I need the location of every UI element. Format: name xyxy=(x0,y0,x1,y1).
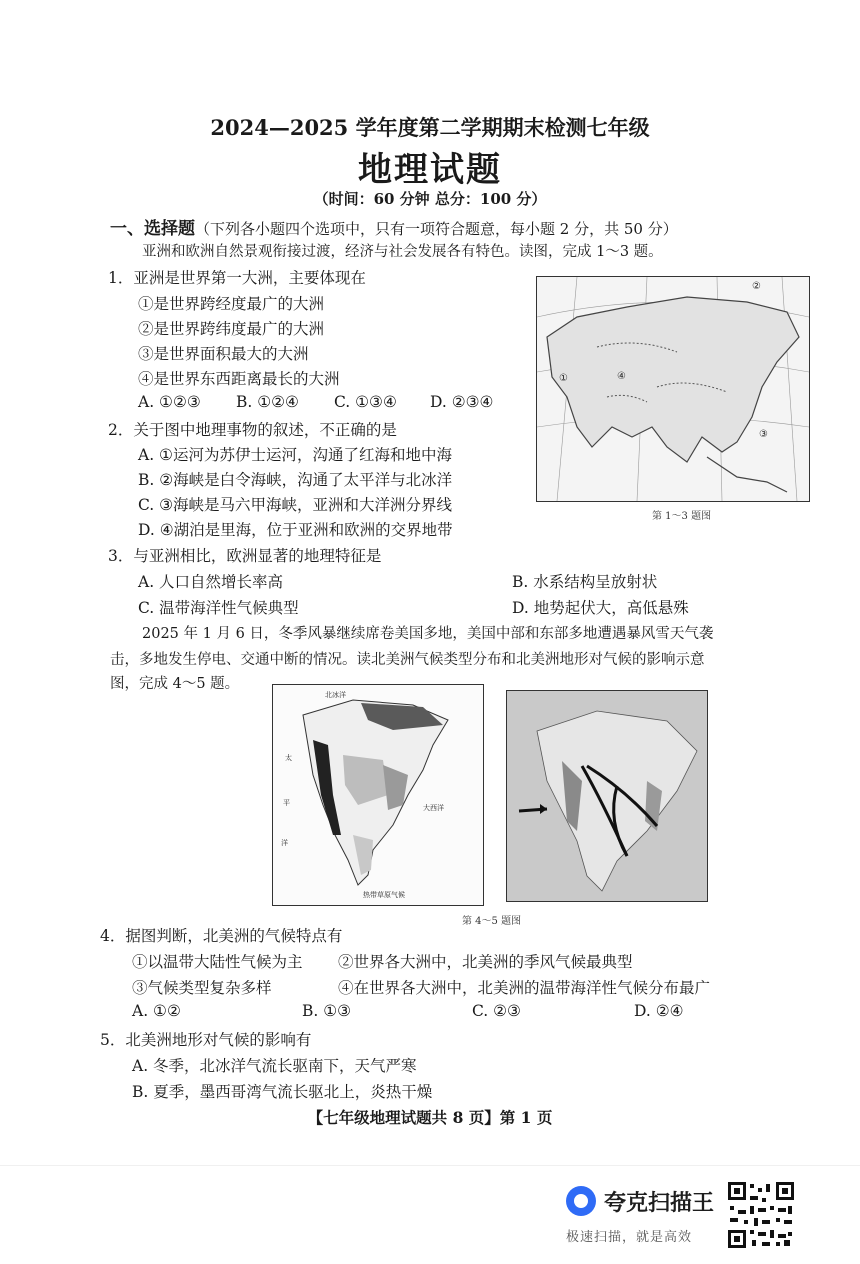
q1-item-4: ④是世界东西距离最长的大洲 xyxy=(138,370,340,388)
q5-stem: 5．北美洲地形对气候的影响有 xyxy=(100,1031,312,1049)
svg-text:热带草原气候: 热带草原气候 xyxy=(363,891,405,899)
q2-option-a: A. ①运河为苏伊士运河，沟通了红海和地中海 xyxy=(138,446,452,464)
q5-option-a: A. 冬季，北冰洋气流长驱南下，天气严寒 xyxy=(132,1057,417,1075)
q4-stem: 4．据图判断，北美洲的气候特点有 xyxy=(100,927,343,945)
asia-map xyxy=(536,276,810,502)
q4-option-a: A. ①② xyxy=(132,1002,181,1020)
q1-item-1: ①是世界跨经度最广的大洲 xyxy=(138,295,325,313)
q2-option-c: C. ③海峡是马六甲海峡，亚洲和大洋洲分界线 xyxy=(138,496,453,514)
scanner-slogan: 极速扫描，就是高效 xyxy=(566,1230,693,1245)
q1-option-b: B. ①②④ xyxy=(236,393,299,411)
svg-text:洋: 洋 xyxy=(281,839,288,847)
q4-item-2: ②世界各大洲中，北美洲的季风气候最典型 xyxy=(338,953,633,971)
svg-text:太: 太 xyxy=(285,754,292,762)
svg-text:平: 平 xyxy=(283,799,290,807)
q1-option-d: D. ②③④ xyxy=(430,393,494,411)
map1-caption: 第 1～3 题图 xyxy=(652,511,712,522)
q3-option-b: B. 水系结构呈放射状 xyxy=(512,573,658,591)
q4-item-1: ①以温带大陆性气候为主 xyxy=(132,953,303,971)
q4-item-4: ④在世界各大洲中，北美洲的温带海洋性气候分布最广 xyxy=(338,979,711,997)
q1-stem: 1．亚洲是世界第一大洲，主要体现在 xyxy=(108,269,366,287)
q1-option-c: C. ①③④ xyxy=(334,393,397,411)
north-america-climate-map xyxy=(272,684,484,906)
exam-title-line1: 2024—2025 学年度第二学期期末检测七年级 xyxy=(210,115,650,140)
q2-option-d: D. ④湖泊是里海，位于亚洲和欧洲的交界地带 xyxy=(138,521,453,539)
q1-item-3: ③是世界面积最大的大洲 xyxy=(138,345,309,363)
section-heading: 一、选择题 xyxy=(110,219,195,239)
svg-text:大西洋: 大西洋 xyxy=(423,804,444,812)
section-instruction: （下列各小题四个选项中，只有一项符合题意，每小题 2 分，共 50 分） xyxy=(195,220,678,238)
svg-text:北冰洋: 北冰洋 xyxy=(325,691,346,699)
terrain-map-drawing xyxy=(507,691,707,901)
north-america-terrain-map xyxy=(506,690,708,902)
q1-item-2: ②是世界跨纬度最广的大洲 xyxy=(138,320,325,338)
q4-option-b: B. ①③ xyxy=(302,1002,352,1020)
scanner-app-name: 夸克扫描王 xyxy=(604,1191,715,1216)
q2-stem: 2．关于图中地理事物的叙述，不正确的是 xyxy=(108,421,397,439)
climate-map-drawing xyxy=(273,685,483,905)
exam-time-info: （时间：60 分钟 总分：100 分） xyxy=(313,190,547,208)
q1-option-a: A. ①②③ xyxy=(138,393,201,411)
q2-option-b: B. ②海峡是白令海峡，沟通了太平洋与北冰洋 xyxy=(138,471,453,489)
intro-q4-5-line3: 图，完成 4～5 题。 xyxy=(110,676,240,692)
qr-code-graphic xyxy=(726,1180,796,1250)
q3-option-a: A. 人口自然增长率高 xyxy=(138,573,284,591)
q3-option-c: C. 温带海洋性气候典型 xyxy=(138,599,299,617)
svg-text:③: ③ xyxy=(759,429,768,440)
q5-option-b: B. 夏季，墨西哥湾气流长驱北上，炎热干燥 xyxy=(132,1083,433,1101)
svg-text:②: ② xyxy=(752,281,761,292)
intro-q1-3: 亚洲和欧洲自然景观衔接过渡，经济与社会发展各有特色。读图，完成 1～3 题。 xyxy=(142,244,663,260)
q3-stem: 3．与亚洲相比，欧洲显著的地理特征是 xyxy=(108,547,382,565)
qr-code-icon[interactable] xyxy=(726,1180,796,1250)
intro-q4-5-line1: 2025 年 1 月 6 日，冬季风暴继续席卷美国多地，美国中部和东部多地遭遇暴风雪天气袭 xyxy=(142,626,714,642)
quark-logo-icon xyxy=(566,1186,596,1216)
map2-caption: 第 4～5 题图 xyxy=(462,916,522,927)
section-heading-row xyxy=(110,214,678,239)
intro-q4-5-line2: 击，多地发生停电、交通中断的情况。读北美洲气候类型分布和北美洲地形对气候的影响示意 xyxy=(110,652,705,668)
q3-option-d: D. 地势起伏大，高低悬殊 xyxy=(512,599,689,617)
q4-item-3: ③气候类型复杂多样 xyxy=(132,979,272,997)
exam-title-subject: 地理试题 xyxy=(358,150,502,190)
asia-map-drawing xyxy=(537,277,809,501)
q4-option-c: C. ②③ xyxy=(472,1002,521,1020)
page-footer: 【七年级地理试题共 8 页】第 1 页 xyxy=(307,1108,553,1127)
svg-text:④: ④ xyxy=(617,371,626,382)
q4-option-d: D. ②④ xyxy=(634,1002,684,1020)
svg-text:①: ① xyxy=(559,373,568,384)
